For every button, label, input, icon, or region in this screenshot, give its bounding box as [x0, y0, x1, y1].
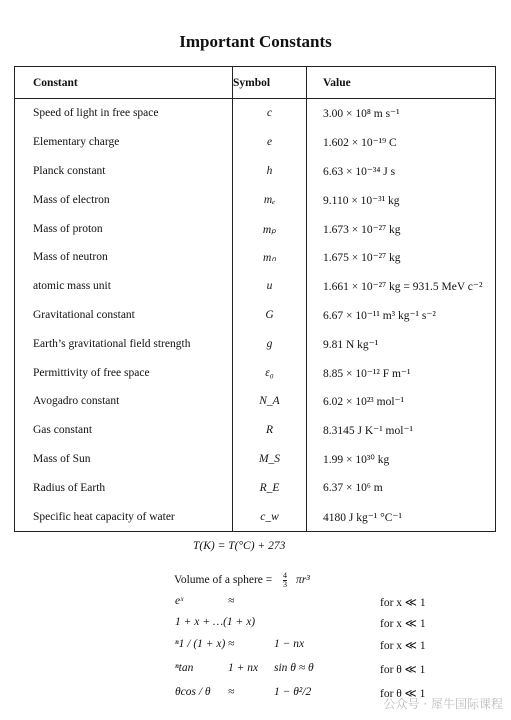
constant-symbol: g	[233, 329, 307, 358]
constant-symbol: M_S	[233, 445, 307, 474]
constant-symbol: G	[233, 301, 307, 330]
approx-rhs: 1 − θ²/2	[274, 686, 312, 698]
constant-value: 9.81 N kg⁻¹	[307, 329, 496, 358]
constant-name: Mass of Sun	[15, 445, 233, 474]
constant-value: 1.675 × 10⁻²⁷ kg	[307, 243, 496, 272]
constant-value: 1.602 × 10⁻¹⁹ C	[307, 128, 496, 157]
constant-value: 8.3145 J K⁻¹ mol⁻¹	[307, 416, 496, 445]
table-row	[15, 185, 496, 214]
constants-table	[14, 66, 496, 532]
table-row	[15, 416, 496, 445]
constant-value: 1.661 × 10⁻²⁷ kg = 931.5 MeV c⁻²	[307, 272, 496, 301]
temperature-conversion: T(K) = T(°C) + 273	[193, 540, 286, 552]
constant-value: 1.99 × 10³⁰ kg	[307, 445, 496, 474]
constant-name: Elementary charge	[15, 128, 233, 157]
fraction-numerator: 4	[283, 571, 287, 580]
table-row	[15, 358, 496, 387]
constant-symbol: c	[233, 99, 307, 128]
constant-symbol: c_w	[233, 502, 307, 531]
sphere-rest: πr³	[296, 574, 310, 586]
approx-condition: for θ ≪ 1	[380, 688, 426, 700]
table-row	[15, 329, 496, 358]
constant-name: Permittivity of free space	[15, 358, 233, 387]
header-constant: Constant	[15, 67, 233, 99]
constant-name: atomic mass unit	[15, 272, 233, 301]
constant-symbol: u	[233, 272, 307, 301]
constant-symbol: h	[233, 157, 307, 186]
approx-lhs: θcos / θ	[175, 686, 211, 698]
constant-value: 6.63 × 10⁻³⁴ J s	[307, 157, 496, 186]
approx-lhs: ⁿ1 / (1 + x)	[175, 638, 226, 650]
sphere-label: Volume of a sphere =	[174, 574, 273, 586]
table-row	[15, 301, 496, 330]
page-title: Important Constants	[179, 32, 332, 51]
constant-value: 3.00 × 10⁸ m s⁻¹	[307, 99, 496, 128]
table-row	[15, 502, 496, 531]
approx-condition: for x ≪ 1	[380, 640, 426, 652]
constant-name: Gravitational constant	[15, 301, 233, 330]
constant-symbol: R_E	[233, 473, 307, 502]
fraction-denominator: 3	[283, 580, 287, 589]
sphere-fraction	[283, 572, 287, 589]
constant-value: 6.67 × 10⁻¹¹ m³ kg⁻¹ s⁻²	[307, 301, 496, 330]
table-row	[15, 128, 496, 157]
header-value: Value	[307, 67, 496, 99]
table-row	[15, 99, 496, 128]
constant-value: 6.02 × 10²³ mol⁻¹	[307, 387, 496, 416]
constant-name: Gas constant	[15, 416, 233, 445]
approx-operator: ≈	[228, 638, 235, 650]
constant-name: Mass of neutron	[15, 243, 233, 272]
approx-condition: for θ ≪ 1	[380, 664, 426, 676]
table-row	[15, 387, 496, 416]
constant-symbol: mₚ	[233, 214, 307, 243]
watermark: 公众号 · 犀牛国际课程	[383, 697, 503, 711]
table-row	[15, 214, 496, 243]
constant-symbol: e	[233, 128, 307, 157]
table-header-row	[15, 67, 496, 99]
constant-value: 6.37 × 10⁶ m	[307, 473, 496, 502]
constant-name: Specific heat capacity of water	[15, 502, 233, 531]
approx-condition: for x ≪ 1	[380, 597, 426, 609]
approx-condition: for x ≪ 1	[380, 618, 426, 630]
approx-lhs: ⁿtan	[175, 662, 194, 674]
approx-operator: 1 + nx	[228, 662, 259, 674]
approx-operator: ≈	[228, 686, 235, 698]
constant-symbol: R	[233, 416, 307, 445]
constant-name: Mass of proton	[15, 214, 233, 243]
constant-symbol: ε₀	[233, 358, 307, 387]
header-symbol: Symbol	[233, 67, 307, 99]
constant-value: 1.673 × 10⁻²⁷ kg	[307, 214, 496, 243]
constant-symbol: mₑ	[233, 185, 307, 214]
approx-rhs: 1 − nx	[274, 638, 305, 650]
constant-symbol: N_A	[233, 387, 307, 416]
table-row	[15, 157, 496, 186]
table-row	[15, 272, 496, 301]
constant-value: 4180 J kg⁻¹ °C⁻¹	[307, 502, 496, 531]
table-row	[15, 473, 496, 502]
constant-name: Earth’s gravitational field strength	[15, 329, 233, 358]
constant-name: Avogadro constant	[15, 387, 233, 416]
constant-symbol: mₙ	[233, 243, 307, 272]
table-row	[15, 243, 496, 272]
approx-operator: ≈	[228, 595, 235, 607]
constant-name: Radius of Earth	[15, 473, 233, 502]
constant-name: Mass of electron	[15, 185, 233, 214]
approx-lhs: 1 + x + …(1 + x)	[175, 616, 256, 628]
constant-name: Planck constant	[15, 157, 233, 186]
approx-rhs: sin θ ≈ θ	[274, 662, 314, 674]
constant-name: Speed of light in free space	[15, 99, 233, 128]
constant-value: 9.110 × 10⁻³¹ kg	[307, 185, 496, 214]
approx-lhs: eˣ	[175, 595, 184, 607]
table-row	[15, 445, 496, 474]
constant-value: 8.85 × 10⁻¹² F m⁻¹	[307, 358, 496, 387]
